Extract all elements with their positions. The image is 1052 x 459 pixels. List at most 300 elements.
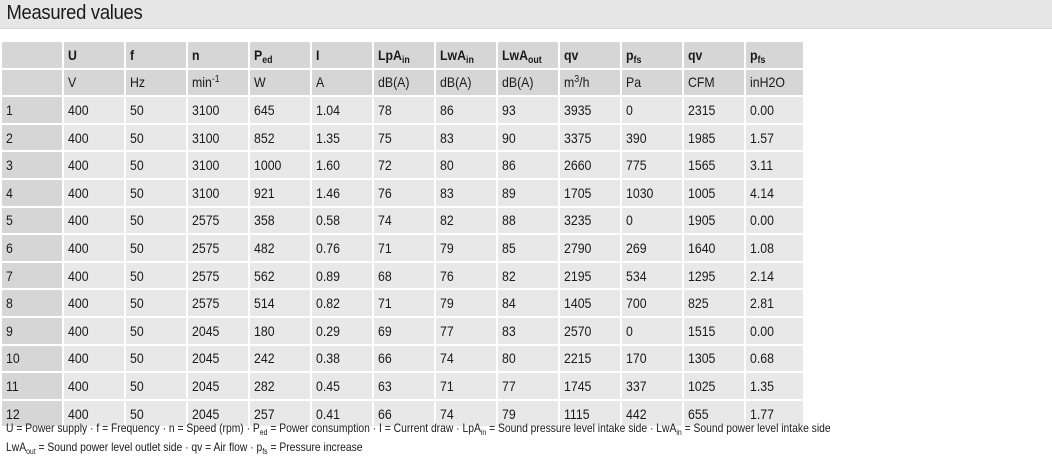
cell-value: 2575 (192, 239, 220, 256)
unit-superscript: -1 (211, 74, 220, 86)
legend-text: LwA (6, 440, 27, 454)
cell-value: 282 (254, 377, 275, 394)
row-index (2, 124, 63, 152)
cell-value: 69 (378, 322, 392, 339)
cell-value: 358 (254, 212, 275, 229)
cell-value: 482 (254, 239, 275, 256)
cell-value: 2045 (192, 377, 220, 394)
column-header (63, 42, 125, 69)
cell-value: 700 (626, 295, 647, 312)
header-main-text: U (68, 46, 77, 63)
row-index-label: 5 (6, 212, 13, 229)
cell-value: 257 (254, 405, 275, 422)
table-cell (187, 317, 249, 345)
table-cell (311, 179, 373, 207)
table-row (2, 234, 804, 262)
table-cell (497, 345, 559, 373)
unit-main-text: dB(A) (502, 74, 534, 91)
table-cell (373, 179, 435, 207)
header-main-text: qv (564, 46, 579, 63)
legend-text: = Sound power level outlet side · qv = Air flow · p (35, 440, 263, 454)
table-cell (187, 207, 249, 235)
table-cell (683, 234, 745, 262)
cell-value: 1030 (626, 184, 654, 201)
table-row (2, 372, 804, 400)
row-index (2, 151, 63, 179)
unit-main-text: Hz (130, 74, 146, 91)
table-cell (311, 234, 373, 262)
cell-value: 86 (502, 157, 516, 174)
table-cell (745, 317, 804, 345)
cell-value: 2045 (192, 322, 220, 339)
header-main-text: p (750, 46, 758, 63)
unit-label (68, 75, 76, 89)
unit-cell (63, 69, 125, 97)
table-cell (249, 179, 311, 207)
cell-value: 2570 (564, 322, 592, 339)
unit-cell (311, 69, 373, 97)
table-cell (63, 207, 125, 235)
unit-main-text: A (316, 74, 325, 91)
table-cell (63, 372, 125, 400)
column-header-label (378, 46, 410, 66)
unit-main-text: dB(A) (440, 74, 472, 91)
cell-value: 1005 (688, 184, 716, 201)
legend-text: U = Power supply · f = Frequency · n = Speed (rpm) · P (6, 421, 260, 435)
table-cell (311, 345, 373, 373)
cell-value: 400 (68, 322, 89, 339)
table-cell (745, 234, 804, 262)
unit-cell (745, 69, 804, 97)
table-cell (435, 151, 497, 179)
cell-value: 400 (68, 377, 89, 394)
table-cell (125, 372, 187, 400)
unit-tail-text: /h (579, 74, 590, 91)
cell-value: 83 (440, 129, 454, 146)
header-main-text: LwA (440, 46, 467, 63)
cell-value: 76 (378, 184, 392, 201)
row-index-label: 11 (6, 377, 19, 394)
legend-line-1 (6, 419, 900, 438)
column-header-label (688, 48, 702, 62)
cell-value: 93 (502, 101, 516, 118)
table-cell (435, 345, 497, 373)
cell-value: 50 (130, 322, 144, 339)
cell-value: 4.14 (750, 184, 774, 201)
cell-value: 2575 (192, 267, 220, 284)
unit-main-text: m (564, 74, 575, 91)
table-cell (373, 151, 435, 179)
table-cell (63, 317, 125, 345)
cell-value: 400 (68, 157, 89, 174)
row-index-label: 3 (6, 157, 13, 174)
cell-value: 89 (502, 184, 516, 201)
cell-value: 0 (626, 322, 633, 339)
cell-value: 1745 (564, 377, 592, 394)
table-cell (249, 345, 311, 373)
table-cell (683, 179, 745, 207)
table-cell (373, 289, 435, 317)
cell-value: 3100 (192, 184, 220, 201)
table-cell (249, 96, 311, 124)
cell-value: 1405 (564, 295, 592, 312)
cell-value: 68 (378, 267, 392, 284)
cell-value: 50 (130, 101, 144, 118)
cell-value: 66 (378, 350, 392, 367)
table-cell (497, 179, 559, 207)
row-index-label: 12 (6, 405, 20, 422)
column-header (249, 42, 311, 69)
header-subscript: in (466, 54, 474, 66)
legend-text: = Sound pressure level intake side · LwA (486, 421, 677, 435)
cell-value: 1.35 (316, 129, 340, 146)
table-cell (621, 151, 683, 179)
table-cell (497, 234, 559, 262)
cell-value: 1985 (688, 129, 716, 146)
unit-label (626, 75, 641, 89)
table-cell (311, 262, 373, 290)
table-cell (683, 372, 745, 400)
row-index (2, 96, 63, 124)
unit-main-text: V (68, 74, 77, 91)
cell-value: 86 (440, 101, 454, 118)
table-cell (497, 207, 559, 235)
table-cell (187, 124, 249, 152)
cell-value: 0.68 (750, 350, 774, 367)
cell-value: 514 (254, 295, 275, 312)
table-cell (621, 179, 683, 207)
cell-value: 0.45 (316, 377, 340, 394)
cell-value: 0.00 (750, 322, 774, 339)
table-cell (63, 234, 125, 262)
unit-cell (187, 69, 249, 97)
cell-value: 1.35 (750, 377, 774, 394)
table-cell (435, 179, 497, 207)
table-cell (435, 96, 497, 124)
cell-value: 2215 (564, 350, 592, 367)
table-cell (187, 96, 249, 124)
cell-value: 400 (68, 267, 89, 284)
table-cell (311, 124, 373, 152)
cell-value: 1025 (688, 377, 716, 394)
cell-value: 3100 (192, 157, 220, 174)
column-header-label (750, 46, 766, 66)
header-subscript: fs (633, 54, 642, 66)
cell-value: 2660 (564, 157, 592, 174)
legend-subscript: in (480, 428, 487, 437)
row-index-label: 9 (6, 322, 13, 339)
table-cell (435, 289, 497, 317)
legend-subscript: fs (262, 447, 268, 456)
unit-label (750, 75, 785, 89)
cell-value: 921 (254, 184, 275, 201)
cell-value: 2.14 (750, 267, 774, 284)
table-cell (559, 372, 621, 400)
cell-value: 0 (626, 101, 633, 118)
cell-value: 242 (254, 350, 275, 367)
cell-value: 400 (68, 129, 89, 146)
cell-value: 66 (378, 405, 392, 422)
table-row (2, 317, 804, 345)
units-corner-cell (2, 69, 63, 97)
legend-subscript: out (26, 447, 36, 456)
cell-value: 63 (378, 377, 392, 394)
column-header (125, 42, 187, 69)
measured-values-table (2, 42, 805, 428)
cell-value: 2790 (564, 239, 592, 256)
table-cell (249, 317, 311, 345)
column-header-label (316, 48, 319, 62)
table-cell (559, 179, 621, 207)
table-cell (745, 96, 804, 124)
table-cell (311, 372, 373, 400)
cell-value: 0.00 (750, 212, 774, 229)
cell-value: 74 (378, 212, 392, 229)
cell-value: 71 (440, 377, 454, 394)
cell-value: 400 (68, 184, 89, 201)
cell-value: 1295 (688, 267, 716, 284)
unit-main-text: inH2O (750, 74, 785, 91)
table-cell (435, 207, 497, 235)
cell-value: 85 (502, 239, 516, 256)
cell-value: 50 (130, 295, 144, 312)
cell-value: 269 (626, 239, 647, 256)
column-header (683, 42, 745, 69)
row-index (2, 262, 63, 290)
cell-value: 0.29 (316, 322, 340, 339)
table-cell (125, 262, 187, 290)
table-row (2, 179, 804, 207)
cell-value: 50 (130, 184, 144, 201)
cell-value: 83 (502, 322, 516, 339)
cell-value: 180 (254, 322, 275, 339)
cell-value: 74 (440, 350, 454, 367)
table-row (2, 262, 804, 290)
cell-value: 75 (378, 129, 392, 146)
cell-value: 80 (440, 157, 454, 174)
column-header (187, 42, 249, 69)
cell-value: 400 (68, 101, 89, 118)
unit-main-text: W (254, 74, 266, 91)
cell-value: 76 (440, 267, 454, 284)
table-cell (497, 372, 559, 400)
table-row (2, 96, 804, 124)
table-cell (125, 207, 187, 235)
header-subscript: ed (262, 54, 273, 66)
cell-value: 3935 (564, 101, 592, 118)
table-cell (559, 262, 621, 290)
cell-value: 2045 (192, 350, 220, 367)
table-cell (249, 234, 311, 262)
cell-value: 3.11 (750, 157, 774, 174)
table-cell (63, 151, 125, 179)
row-index-label: 8 (6, 295, 13, 312)
header-main-text: I (316, 46, 320, 63)
legend-text: = Sound power level intake side (681, 421, 831, 435)
corner-cell (2, 42, 63, 69)
cell-value: 72 (378, 157, 392, 174)
table-cell (125, 151, 187, 179)
table-cell (683, 207, 745, 235)
cell-value: 79 (502, 405, 516, 422)
unit-cell (249, 69, 311, 97)
table-cell (559, 207, 621, 235)
cell-value: 82 (440, 212, 454, 229)
units-row (2, 69, 804, 97)
column-header-label (502, 46, 542, 66)
cell-value: 1.60 (316, 157, 340, 174)
table-cell (373, 234, 435, 262)
table-cell (621, 96, 683, 124)
cell-value: 0.00 (750, 101, 774, 118)
unit-label (254, 75, 266, 89)
cell-value: 71 (378, 239, 392, 256)
cell-value: 50 (130, 405, 144, 422)
row-index-label: 2 (6, 129, 13, 146)
table-cell (187, 289, 249, 317)
column-header (559, 42, 621, 69)
table-row (2, 124, 804, 152)
cell-value: 80 (502, 350, 516, 367)
table-cell (497, 151, 559, 179)
table-cell (187, 262, 249, 290)
table-cell (249, 289, 311, 317)
unit-label (502, 75, 534, 89)
column-header-label (130, 48, 134, 62)
table-cell (559, 151, 621, 179)
cell-value: 0.41 (316, 405, 340, 422)
table-cell (745, 151, 804, 179)
table-cell (311, 289, 373, 317)
cell-value: 0.58 (316, 212, 340, 229)
table-cell (683, 289, 745, 317)
unit-label (564, 75, 589, 89)
table-cell (373, 96, 435, 124)
legend-text: = Pressure increase (267, 440, 363, 454)
page-title: Measured values (6, 2, 143, 24)
header-main-text: LpA (378, 46, 402, 63)
cell-value: 825 (688, 295, 709, 312)
cell-value: 400 (68, 405, 89, 422)
table-cell (63, 124, 125, 152)
table-cell (435, 372, 497, 400)
cell-value: 562 (254, 267, 275, 284)
cell-value: 50 (130, 129, 144, 146)
cell-value: 3100 (192, 101, 220, 118)
table-cell (63, 289, 125, 317)
header-main-text: n (192, 46, 200, 63)
cell-value: 50 (130, 157, 144, 174)
cell-value: 78 (378, 101, 392, 118)
unit-label (440, 75, 472, 89)
row-index-label: 1 (6, 101, 13, 118)
cell-value: 1115 (564, 405, 590, 422)
table-cell (497, 96, 559, 124)
cell-value: 1640 (688, 239, 716, 256)
column-header (621, 42, 683, 69)
table-cell (497, 262, 559, 290)
row-index (2, 207, 63, 235)
row-index (2, 289, 63, 317)
table-cell (683, 345, 745, 373)
table-cell (125, 317, 187, 345)
table-cell (187, 372, 249, 400)
table-cell (187, 151, 249, 179)
table-cell (187, 179, 249, 207)
cell-value: 2195 (564, 267, 592, 284)
cell-value: 50 (130, 267, 144, 284)
unit-main-text: Pa (626, 74, 642, 91)
cell-value: 400 (68, 350, 89, 367)
cell-value: 79 (440, 239, 454, 256)
table-cell (311, 151, 373, 179)
cell-value: 1000 (254, 157, 282, 174)
table-cell (683, 151, 745, 179)
row-index (2, 317, 63, 345)
cell-value: 400 (68, 239, 89, 256)
table-row (2, 151, 804, 179)
cell-value: 2575 (192, 212, 220, 229)
table-cell (683, 96, 745, 124)
table-cell (63, 179, 125, 207)
table-cell (745, 262, 804, 290)
table-cell (249, 372, 311, 400)
row-index-label: 7 (6, 267, 13, 284)
row-index (2, 372, 63, 400)
cell-value: 2.81 (750, 295, 774, 312)
cell-value: 534 (626, 267, 647, 284)
table-row (2, 345, 804, 373)
table-cell (373, 345, 435, 373)
cell-value: 0.76 (316, 239, 340, 256)
row-index (2, 179, 63, 207)
column-header (745, 42, 804, 69)
table-cell (559, 96, 621, 124)
cell-value: 0.38 (316, 350, 340, 367)
unit-label (192, 75, 220, 89)
column-header-label (440, 46, 474, 66)
table-cell (559, 124, 621, 152)
cell-value: 79 (440, 295, 454, 312)
cell-value: 84 (502, 295, 516, 312)
table-cell (125, 234, 187, 262)
cell-value: 50 (130, 377, 144, 394)
header-subscript: in (401, 54, 410, 66)
table-cell (187, 234, 249, 262)
table-cell (745, 179, 804, 207)
table-cell (187, 345, 249, 373)
table-cell (125, 124, 187, 152)
table-cell (559, 345, 621, 373)
table-cell (621, 317, 683, 345)
header-main-text: LwA (502, 46, 529, 63)
header-subscript: fs (757, 54, 766, 66)
cell-value: 1305 (688, 350, 716, 367)
table-cell (621, 234, 683, 262)
cell-value: 1565 (688, 157, 716, 174)
header-main-text: p (626, 46, 634, 63)
unit-label (688, 75, 715, 89)
legend-text: = Power consumption · I = Current draw · LpA (267, 421, 481, 435)
cell-value: 655 (688, 405, 709, 422)
cell-value: 2045 (192, 405, 220, 422)
table-cell (745, 124, 804, 152)
table-cell (435, 317, 497, 345)
unit-cell (621, 69, 683, 97)
table-cell (435, 234, 497, 262)
cell-value: 1905 (688, 212, 716, 229)
cell-value: 0 (626, 212, 633, 229)
